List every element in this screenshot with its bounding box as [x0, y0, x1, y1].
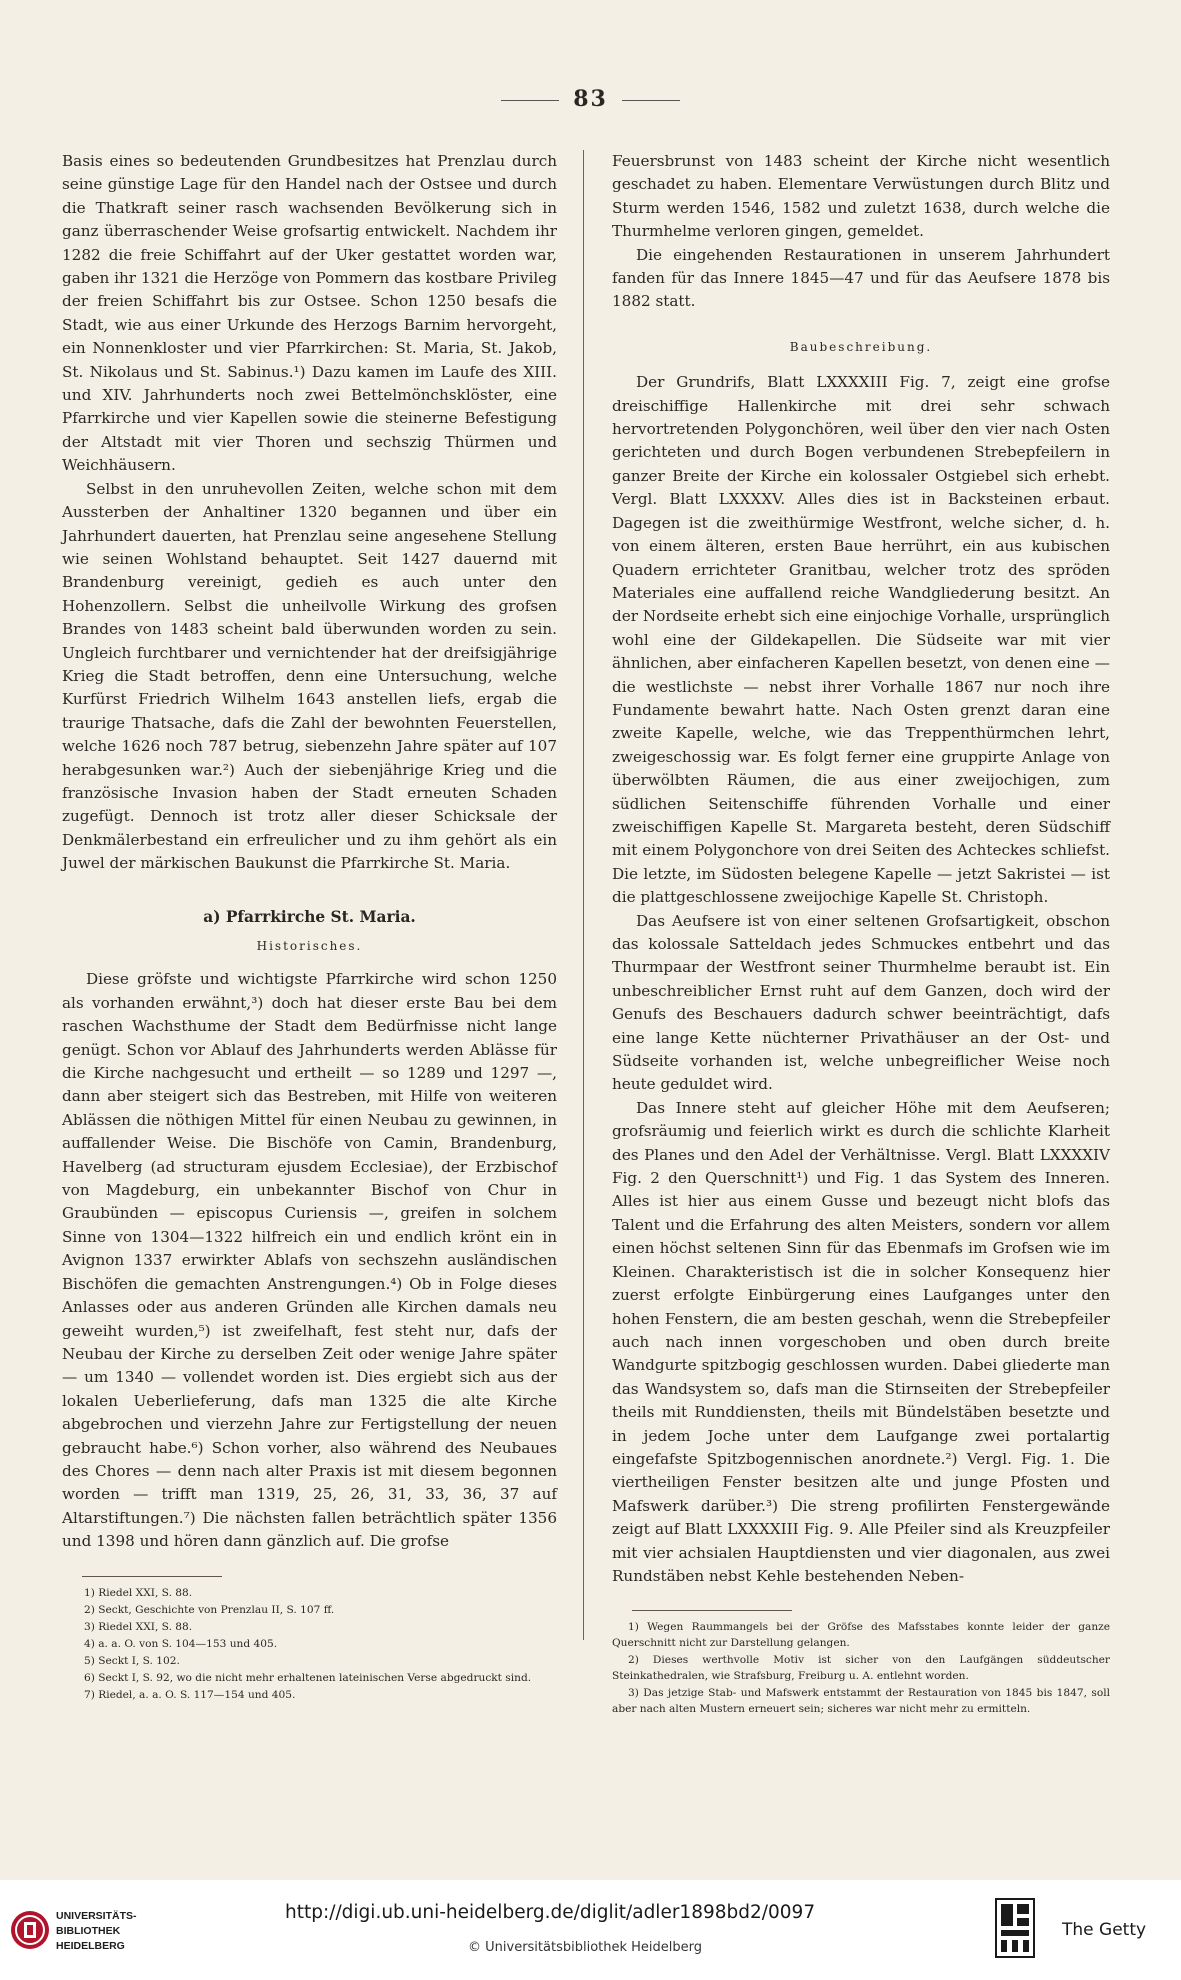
- paragraph: Basis eines so bedeutenden Grundbesitzes hat Prenzlau durch seine günstige Lage für den Handel nach der Ostsee und durch die Thatkraft seiner rasch wachsenden Bevölkerung sich in ganz überraschender Weise grofsartig entwickelt. Nachdem ihr 1282 die freie Schiffahrt auf der Uker gestattet worden war, gaben ihr 1321 die Herzöge von Pommern das kostbare Privileg der freien Schiffahrt bis zur Ostsee. Schon 1250 besafs die Stadt, wie aus einer Urkunde des Herzogs Barnim hervorgeht, ein Nonnenkloster und vier Pfarrkirchen: St. Maria, St. Jakob, St. Nikolaus und St. Sabinus.¹) Dazu kamen im Laufe des XIII. und XIV. Jahrhunderts noch zwei Bettelmönchsklöster, eine Pfarrkirche und vier Kapellen sowie die steinerne Befestigung der Altstadt mit vier Thoren und sechszig Thürmen und Weichhäusern.: [62, 152, 557, 475]
- seal-icon: [10, 1906, 50, 1954]
- logo-line: BIBLIOTHEK: [56, 1925, 121, 1937]
- footnote: 5) Seckt I, S. 102.: [84, 1654, 180, 1667]
- paragraph: Der Grundrifs, Blatt LXXXXIII Fig. 7, zeigt eine grofse dreischiffige Hallenkirche mit drei sehr schwach hervortretenden Polygonchören, weil über den vier nach Osten gerichteten und durch Bogen verbundenen Strebepfeilern in ganzer Breite der Kirche ein kolossaler Ostgiebel sich erhebt. Vergl. Blatt LXXXXV. Alles dies ist in Backsteinen erbaut. Dagegen ist die zweithürmige Westfront, welche sicher, d. h. von einem älteren, ersten Baue herrührt, ein aus kubischen Quadern errichteter Granitbau, welcher trotz des spröden Materiales eine auffallend reiche Wandgliederung besitzt. An der Nordseite erhebt sich eine einjochige Vorhalle, ursprünglich wohl eine der Gildekapellen. Die Südseite war mit vier ähnlichen, aber einfacheren Kapellen besetzt, von denen eine — die westlichste — nebst ihrer Vorhalle 1867 nur noch ihre Fundamente bewahrt hatte. Nach Osten grenzt daran eine zweite Kapelle, welche, wie das Treppenthürmchen lehrt, zweigeschossig war. Es folgt ferner eine gruppirte Anlage von überwölbten Räumen, die aus einer zweijochigen, zum südlichen Seitenschiffe führenden Vorhalle und einer zweischiffigen Kapelle St. Margareta besteht, deren Südschiff mit einem Polygonchore von drei Seiten des Achteckes schliefst. Die letzte, im Südosten belegene Kapelle — jetzt Sakristei — ist die plattgeschlossene zweijochige Kapelle St. Christoph.: [612, 373, 1110, 907]
- footnotes-right: [612, 1619, 1110, 1717]
- right-column: [612, 150, 1110, 1718]
- logo-text: [56, 1909, 137, 1954]
- paragraph: Die eingehenden Restaurationen in unserem Jahrhundert fanden für das Innere 1845—47 und für das Aeufsere 1878 bis 1882 statt.: [612, 245, 1110, 311]
- left-column: [62, 150, 557, 1704]
- page-number: [0, 86, 1181, 112]
- viewer-footer: [0, 1880, 1181, 1980]
- footnote: 2) Dieses werthvolle Motiv ist sicher von den Laufgängen süddeutscher Steinkathedralen, wie Strafsburg, Freiburg u. A. entlehnt worden.: [612, 1654, 1110, 1683]
- footnote: 4) a. a. O. von S. 104—153 und 405.: [84, 1637, 278, 1650]
- footnotes-left: [62, 1585, 557, 1703]
- permalink-url[interactable]: http://digi.ub.uni-heidelberg.de/diglit/adler1898bd2/0097: [285, 1902, 816, 1923]
- paragraph: Das Innere steht auf gleicher Höhe mit dem Aeufseren; grofsräumig und feierlich wirkt es durch die schlichte Klarheit des Planes und den Adel der Verhältnisse. Vergl. Blatt LXXXXIV Fig. 2 den Querschnitt¹) und Fig. 1 das System des Inneren. Alles ist hier aus einem Gusse und bezeugt nicht blofs das Talent und die Erfahrung des alten Meisters, sondern vor allem einen höchst seltenen Sinn für das Ebenmafs im Grofsen wie im Kleinen. Charakteristisch ist die in solcher Konsequenz hier zuerst erfolgte Einbürgerung eines Laufganges unter den hohen Fenstern, die am besten geschah, wenn die Strebepfeiler auch nach innen vorgeschoben und oben durch breite Wandgurte spitzbogig geschlossen wurden. Dabei gliederte man das Wandsystem so, dafs man die Stirnseiten der Strebepfeiler theils mit Runddiensten, theils mit Bündelstäben besetzte und in jedem Joche unter dem Laufgange zwei portalartig eingefafste Spitzbogennischen anordnete.²) Vergl. Fig. 1. Die viertheiligen Fenster besitzen alte und junge Pfosten und Mafswerk darüber.³) Die streng profilirten Fenstergewände zeigt auf Blatt LXXXXIII Fig. 9. Alle Pfeiler sind als Kreuzpfeiler mit vier achsialen Hauptdiensten und vier diagonalen, aus zwei Rundstäben nebst Kehle bestehenden Neben-: [612, 1098, 1110, 1585]
- footnote: 3) Riedel XXI, S. 88.: [84, 1620, 193, 1633]
- footnote: 3) Das jetzige Stab- und Mafswerk entstammt der Restauration von 1845 bis 1847, soll aber nach alten Mustern erneuert sein; sicheres war nicht mehr zu ermitteln.: [612, 1687, 1110, 1716]
- column-divider: [583, 150, 584, 1640]
- section-heading: a) Pfarrkirche St. Maria.: [203, 907, 416, 926]
- paragraph: Diese gröfste und wichtigste Pfarrkirche wird schon 1250 als vorhanden erwähnt,³) doch hat dieser erste Bau bei dem raschen Wachsthume der Stadt dem Bedürfnisse nicht lange genügt. Schon vor Ablauf des Jahrhunderts werden Ablässe für die Kirche nachgesucht und ertheilt — so 1289 und 1297 —, dann aber steigert sich das Bestreben, mit Hilfe von weiteren Ablässen die nöthigen Mittel für einen Neubau zu gewinnen, in auffallender Weise. Die Bischöfe von Camin, Brandenburg, Havelberg (ad structuram ejusdem Ecclesiae), der Erzbischof von Magdeburg, ein unbekannter Bischof von Chur in Graubünden — episcopus Curiensis —, greifen in solchem Sinne von 1304—1322 hilfreich ein und endlich krönt ein in Avignon 1337 erwirkter Ablafs von sechszehn ausländischen Bischöfen die gemachten Anstrengungen.⁴) Ob in Folge dieses Anlasses oder aus anderen Gründen alle Kirchen damals neu geweiht wurden,⁵) ist zweifelhaft, fest steht nur, dafs der Neubau der Kirche zu derselben Zeit oder wenige Jahre später — um 1340 — vollendet worden ist. Dies ergiebt sich aus der lokalen Ueberlieferung, dafs man 1325 die alte Kirche abgebrochen und vierzehn Jahre zur Fertigstellung der neuen gebraucht habe.⁶) Schon vorher, also während des Neubaues des Chores — denn nach alter Praxis ist mit diesem begonnen worden — trifft man 1319, 25, 26, 31, 33, 36, 37 auf Altarstiftungen.⁷) Die nächsten fallen beträchtlich später 1356 und 1398 und hören dann gänzlich auf. Die grofse: [62, 970, 557, 1551]
- subsection-heading: Baubeschreibung.: [789, 339, 933, 354]
- subsection-heading: Historisches.: [256, 939, 363, 953]
- footnote: 6) Seckt I, S. 92, wo die nicht mehr erhaltenen lateinischen Verse abgedruckt sind.: [84, 1671, 532, 1684]
- footnote: 1) Riedel XXI, S. 88.: [84, 1586, 193, 1599]
- page-number-text: 83: [573, 86, 608, 112]
- paragraph: Das Aeufsere ist von einer seltenen Grofsartigkeit, obschon das kolossale Satteldach jedes Schmuckes entbehrt und das Thurmpaar der Westfront seiner Thurmhelme beraubt ist. Ein unbeschreiblicher Ernst ruht auf dem Ganzen, doch wird der Genufs des Beschauers dadurch schwer beeinträchtigt, dafs eine lange Kette nüchterner Privathäuser an der Ost- und Südseite vorhanden ist, welche unbegreiflicher Weise noch heute geduldet wird.: [612, 911, 1110, 1094]
- page-number-rule-left: [501, 100, 559, 101]
- paragraph: Selbst in den unruhevollen Zeiten, welche schon mit dem Aussterben der Anhaltiner 1320 begannen und über ein Jahrhundert dauerten, hat Prenzlau seine angesehene Stellung wie seinen Wohlstand behauptet. Seit 1427 dauernd mit Brandenburg vereinigt, gedieh es auch unter den Hohenzollern. Selbst die unheilvolle Wirkung des grofsen Brandes von 1483 scheint bald überwunden worden zu sein. Ungleich furchtbarer und vernichtender hat der dreifsigjährige Krieg die Stadt betroffen, denn eine Untersuchung, welche Kurfürst Friedrich Wilhelm 1643 anstellen liefs, ergab die traurige Thatsache, dafs die Zahl der bewohnten Feuerstellen, welche 1626 noch 787 betrug, siebenzehn Jahre später auf 107 herabgesunken war.²) Auch der siebenjährige Krieg und die französische Invasion haben der Stadt erneuten Schaden zugefügt. Dennoch ist trotz aller dieser Schicksale der Denkmälerbestand ein erfreulicher und zu ihm gehört als ein Juwel der märkischen Baukunst die Pfarrkirche St. Maria.: [62, 479, 557, 873]
- footnote-rule: [82, 1576, 222, 1577]
- logo-line: UNIVERSITÄTS-: [56, 1910, 137, 1922]
- footnote: 2) Seckt, Geschichte von Prenzlau II, S. 107 ff.: [84, 1603, 335, 1616]
- paragraph: Feuersbrunst von 1483 scheint der Kirche nicht wesentlich geschadet zu haben. Elementare Verwüstungen durch Blitz und Sturm werden 1546, 1582 und zuletzt 1638, durch welche die Thurmhelme verloren gingen, gemeldet.: [612, 152, 1110, 241]
- university-library-logo[interactable]: [10, 1906, 160, 1956]
- footnote-rule: [632, 1610, 792, 1611]
- getty-logo-icon[interactable]: [995, 1898, 1035, 1958]
- footnote: 1) Wegen Raummangels bei der Gröfse des Mafsstabes konnte leider der ganze Querschnitt nicht zur Darstellung gelangen.: [612, 1621, 1110, 1650]
- getty-name: The Getty: [1062, 1920, 1147, 1940]
- footnote: 7) Riedel, a. a. O. S. 117—154 und 405.: [84, 1688, 296, 1701]
- copyright-notice: © Universitätsbibliothek Heidelberg: [468, 1940, 703, 1955]
- logo-line: HEIDELBERG: [56, 1940, 125, 1952]
- page-number-rule-right: [622, 100, 680, 101]
